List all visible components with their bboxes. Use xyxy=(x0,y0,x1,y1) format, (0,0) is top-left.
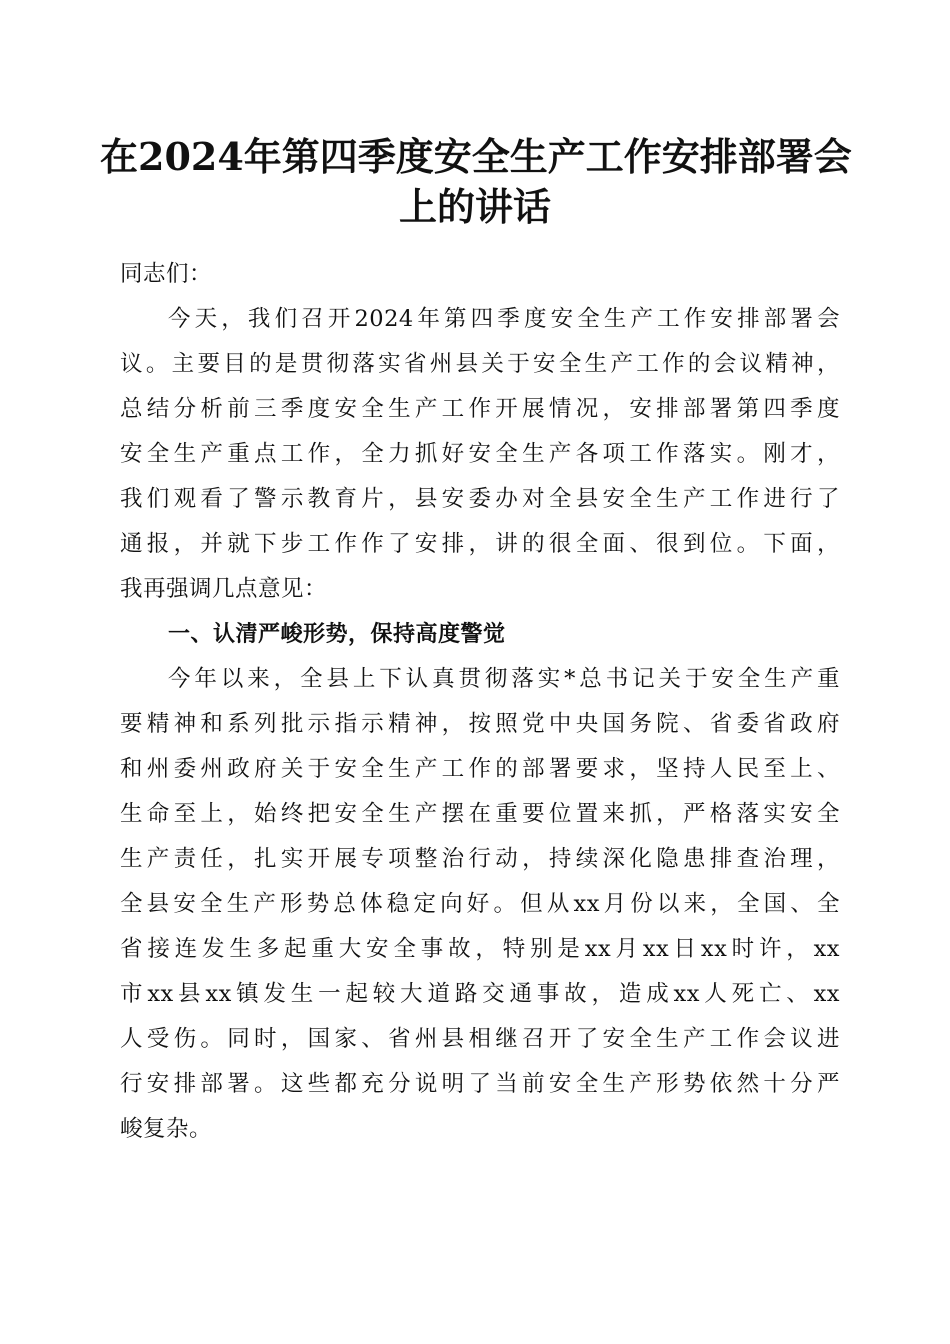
text-line: 安全生产重点工作，全力抓好安全生产各项工作落实。刚才， xyxy=(120,441,840,467)
text-line: 人受伤。同时，国家、省州县相继召开了安全生产工作会议进 xyxy=(120,1026,840,1052)
text-line: 市xx县xx镇发生一起较大道路交通事故，造成xx人死亡、xx xyxy=(120,981,840,1007)
section-heading-1: 一、认清严峻形势，保持高度警觉 xyxy=(168,622,506,647)
text-line: 行安排部署。这些都充分说明了当前安全生产形势依然十分严 xyxy=(120,1071,840,1097)
title-line-1: 在2024年第四季度安全生产工作安排部署会 xyxy=(100,134,852,179)
paragraph-opening xyxy=(120,297,840,612)
text-line: 生命至上，始终把安全生产摆在重要位置来抓，严格落实安全 xyxy=(120,801,840,827)
text-line: 省接连发生多起重大安全事故，特别是xx月xx日xx时许，xx xyxy=(120,936,840,962)
text-line: 议。主要目的是贯彻落实省州县关于安全生产工作的会议精神， xyxy=(120,351,840,377)
speech-title xyxy=(100,132,850,232)
text-line: 我们观看了警示教育片，县安委办对全县安全生产工作进行了 xyxy=(120,486,840,512)
speech-body xyxy=(120,252,840,1152)
salutation: 同志们： xyxy=(120,261,213,287)
text-line: 总结分析前三季度安全生产工作开展情况，安排部署第四季度 xyxy=(120,396,840,422)
text-line: 全县安全生产形势总体稳定向好。但从xx月份以来，全国、全 xyxy=(120,891,840,917)
paragraph-situation xyxy=(120,657,840,1152)
text-line: 今天，我们召开2024年第四季度安全生产工作安排部署会 xyxy=(168,306,840,332)
title-line-2: 上的讲话 xyxy=(398,184,551,229)
text-line: 生产责任，扎实开展专项整治行动，持续深化隐患排查治理， xyxy=(120,846,840,872)
text-line: 峻复杂。 xyxy=(120,1116,213,1142)
text-line: 要精神和系列批示指示精神，按照党中央国务院、省委省政府 xyxy=(120,711,840,737)
text-line: 今年以来，全县上下认真贯彻落实*总书记关于安全生产重 xyxy=(168,666,840,692)
text-line: 通报，并就下步工作作了安排，讲的很全面、很到位。下面， xyxy=(120,531,840,557)
text-line: 我再强调几点意见： xyxy=(120,576,328,602)
text-line: 和州委州政府关于安全生产工作的部署要求，坚持人民至上、 xyxy=(120,756,840,782)
